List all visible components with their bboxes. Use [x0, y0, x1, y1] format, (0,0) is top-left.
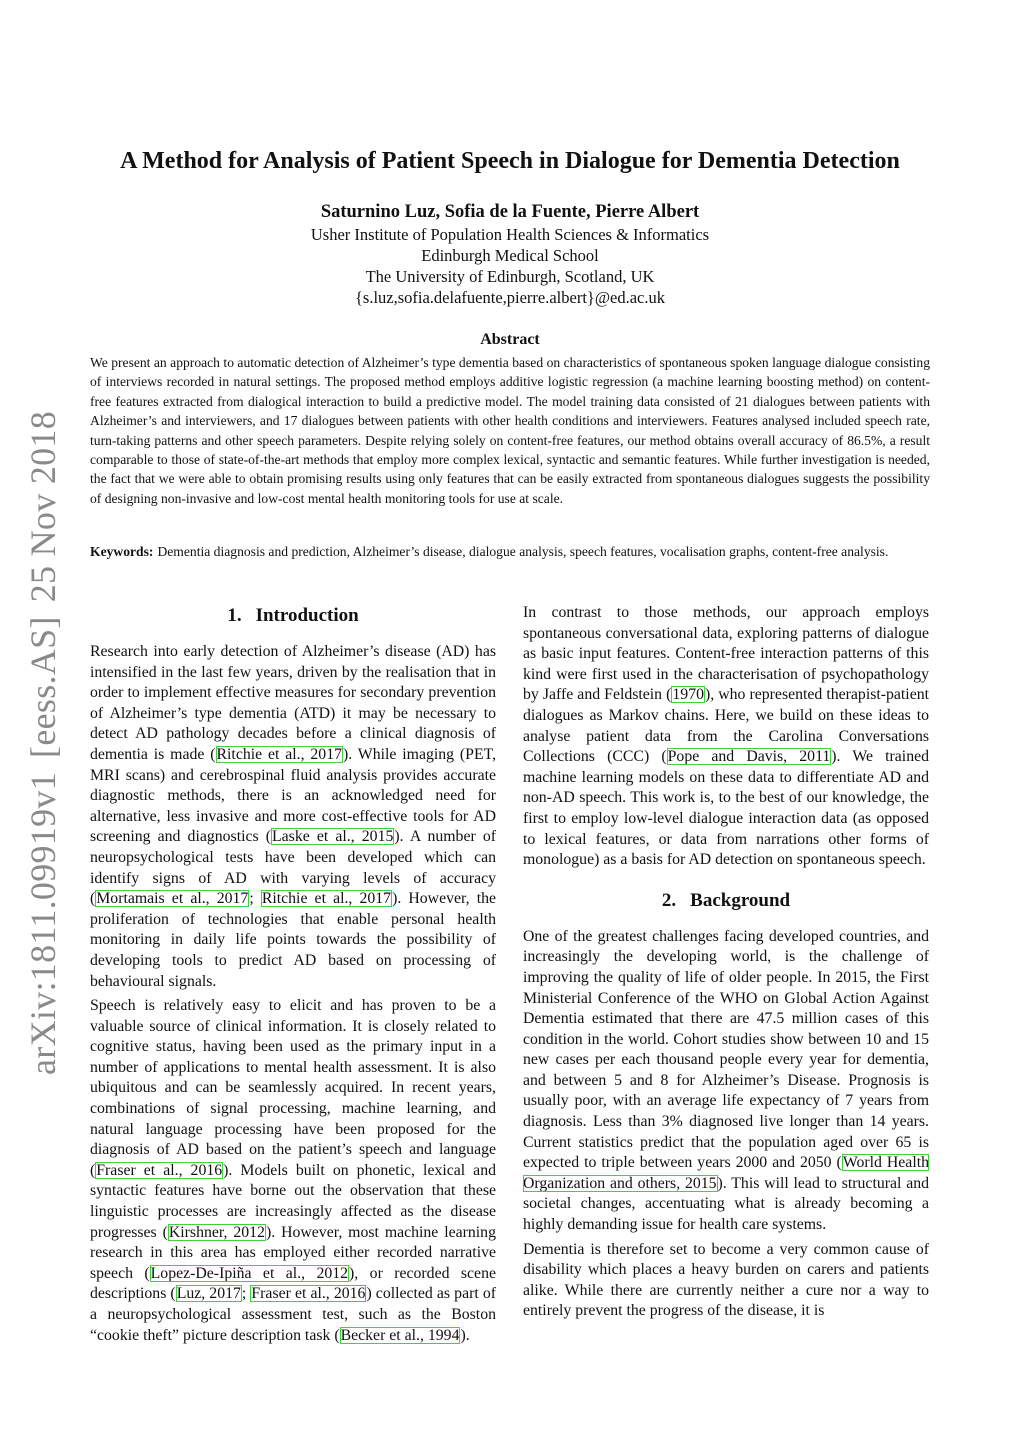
author-block [90, 200, 930, 308]
affiliation-school: Edinburgh Medical School [421, 246, 599, 265]
paragraph-text: ). [460, 1326, 470, 1344]
paragraph-text: ) collected as part of a neuropsychological assessment test, such as the Boston “cookie theft” picture description task ( [90, 1285, 496, 1344]
citation-link[interactable]: Lopez-De-Ipiña et al., 2012 [150, 1264, 349, 1282]
paragraph-text: One of the greatest challenges facing developed countries, and increasingly the developing world, is the challenge of improving the quality of life of older people. In 2015, the First Ministerial Conference of the WHO on Global Action Against Dementia estimated that there are 47.5 million cases of this condition in the world. Cohort studies show between 10 and 15 new cases per each thousand people every year for dementia, and between 5 and 8 for Alzheimer’s Disease. Prognosis is usually poor, with an average life expectancy of 7 years from diagnosis. Less than 3% diagnosed live longer than 14 years. Current statistics predict that the population aged over 65 is expected to triple between years 2000 and 2050 ( [523, 927, 929, 1172]
paper-title: A Method for Analysis of Patient Speech in Dialogue for Dementia Detection [120, 148, 900, 174]
intro-paragraph-3 [523, 603, 929, 871]
citation-link[interactable]: Kirshner, 2012 [168, 1223, 265, 1241]
background-paragraph-2 [523, 1240, 929, 1322]
arxiv-date: 25 Nov 2018 [23, 410, 63, 603]
paragraph-text: ; [241, 1285, 251, 1303]
intro-paragraph-2 [90, 996, 496, 1346]
paragraph-text: Research into early detection of Alzheimer’s disease (AD) has intensified in the last few years, driven by the realisation that in order to implement effective measures for secondary prevention of Alzheimer’s type dementia (ATD) it may be necessary to detect AD pathology decades before a clinical diagnosis of dementia is made ( [90, 643, 496, 763]
paragraph-text: ). A number of neuropsychological tests have been developed which can identify signs of AD with varying levels of accuracy ( [90, 828, 496, 908]
background-paragraph-1 [523, 927, 929, 1236]
citation-link[interactable]: Ritchie et al., 2017 [216, 745, 343, 763]
paragraph-text: ). However, the proliferation of technologies that enable personal health monitoring in daily life points towards the possibility of developing tools to predict AD based on processing of behavioural signals. [90, 890, 496, 990]
paragraph-text: In contrast to those methods, our approach employs spontaneous conversational data, exploring patterns of dialogue as basic input features. Content-free interaction patterns of this kind were first used in the characterisation of psychopathology by Jaffe and Feldstein ( [523, 604, 929, 704]
section-number: 1. [227, 605, 242, 626]
arxiv-identifier-stamp [22, 410, 64, 1075]
paragraph-text: ). We trained machine learning models on these data to differentiate AD and non-AD speech. This work is, to the best of our knowledge, the first to employ low-level dialogue interaction data (as opposed to lexical features, or data from narrations other forms of monologue) as a basis for AD detection on spontaneous speech. [523, 748, 930, 869]
left-column [90, 600, 496, 1350]
paragraph-text: Dementia is therefore set to become a very common cause of disability which places a heavy burden on carers and patients alike. While there are currently neither a cure nor a way to entirely prevent the progress of the disease, it is [523, 1240, 929, 1320]
section-number: 2. [661, 889, 677, 911]
section-heading-background [523, 889, 929, 913]
paragraph-text: ). While imaging (PET, MRI scans) and cerebrospinal fluid analysis provides accurate diagnostic methods, there is an acknowledged need for alternative, less invasive and more cost-effective tools for AD screening and diagnostics ( [90, 745, 497, 846]
citation-link[interactable]: Fraser et al., 2016 [251, 1285, 366, 1303]
citation-link[interactable]: Laske et al., 2015 [272, 828, 394, 846]
arxiv-category: [eess.AS] [23, 616, 63, 758]
author-emails: {s.luz,sofia.delafuente,pierre.albert}@ed.ac.uk [354, 288, 666, 307]
affiliation-institute: Usher Institute of Population Health Sciences & Informatics [310, 225, 710, 244]
citation-link[interactable]: Mortamais et al., 2017 [96, 890, 249, 908]
citation-link[interactable]: 1970 [672, 686, 704, 704]
abstract-text: We present an approach to automatic detection of Alzheimer’s type dementia based on characteristics of spontaneous spoken language dialogue consisting of interviews recorded in natural settings. The proposed method employs additive logistic regression (a machine learning boosting method) on content-free features extracted from dialogical interaction to build a predictive model. The model training data consisted of 21 dialogues between patients with Alzheimer’s and interviewers, and 17 dialogues between patients with other health conditions and interviewers. Features analysed included speech rate, turn-taking patterns and other speech parameters. Despite relying solely on content-free features, our method obtains overall accuracy of 86.5%, a result comparable to those of state-of-the-art methods that employ more complex lexical, syntactic and semantic features. While further investigation is needed, the fact that we were able to obtain promising results using only features that can be easily extracted from spontaneous dialogues suggests the possibility of designing non-invasive and low-cost mental health monitoring tools for use at scale. [90, 355, 930, 506]
arxiv-id: arXiv:1811.09919v1 [23, 771, 63, 1075]
keywords-text: Dementia diagnosis and prediction, Alzheimer’s disease, dialogue analysis, speech features, vocalisation graphs, content-free analysis. [157, 544, 889, 559]
abstract-heading: Abstract [480, 331, 540, 348]
right-column [523, 603, 929, 1326]
citation-link[interactable]: Fraser et al., 2016 [96, 1161, 223, 1179]
citation-link[interactable]: Pope and Davis, 2011 [667, 748, 831, 766]
citation-link[interactable]: World Health Organization and others, 2015 [523, 1154, 929, 1192]
section-title: Background [690, 889, 791, 911]
citation-link[interactable]: Luz, 2017 [176, 1285, 241, 1303]
section-title: Introduction [255, 605, 359, 626]
paragraph-text: ). However, most machine learning research in this area has employed either recorded narrative speech ( [90, 1223, 496, 1282]
paragraph-text: ; [249, 890, 261, 908]
affiliation-university: The University of Edinburgh, Scotland, UK [365, 267, 655, 286]
paragraph-text: ). This will lead to structural and societal changes, accentuating what is already becoming a highly demanding issue for health care systems. [523, 1174, 930, 1234]
section-heading-introduction [90, 604, 496, 628]
citation-link[interactable]: Becker et al., 1994 [340, 1326, 460, 1344]
citation-link[interactable]: Ritchie et al., 2017 [261, 890, 392, 908]
author-names: Saturnino Luz, Sofia de la Fuente, Pierre Albert [320, 202, 700, 222]
intro-paragraph-1 [90, 642, 496, 992]
paragraph-text: ), or recorded scene descriptions ( [90, 1264, 496, 1303]
paragraph-text: ). Models built on phonetic, lexical and syntactic features have borne out the observation that these linguistic processes are increasingly affected as the disease progresses ( [90, 1161, 496, 1241]
paragraph-text: Speech is relatively easy to elicit and has proven to be a valuable source of clinical information. It is closely related to cognitive status, having been used as the primary input in a number of applications to mental health assessment. It is also ubiquitous and can be seamlessly acquired. In recent years, combinations of signal processing, machine learning, and natural language processing have been proposed for the diagnosis of AD based on the patient’s speech and language ( [90, 997, 496, 1179]
keywords-label: Keywords: [90, 544, 154, 559]
paragraph-text: ), who represented therapist-patient dialogues as Markov chains. Here, we build on these ideas to analyse patient data from the Carolina Conversations Collections (CCC) ( [523, 686, 929, 766]
keywords-line [90, 542, 930, 561]
